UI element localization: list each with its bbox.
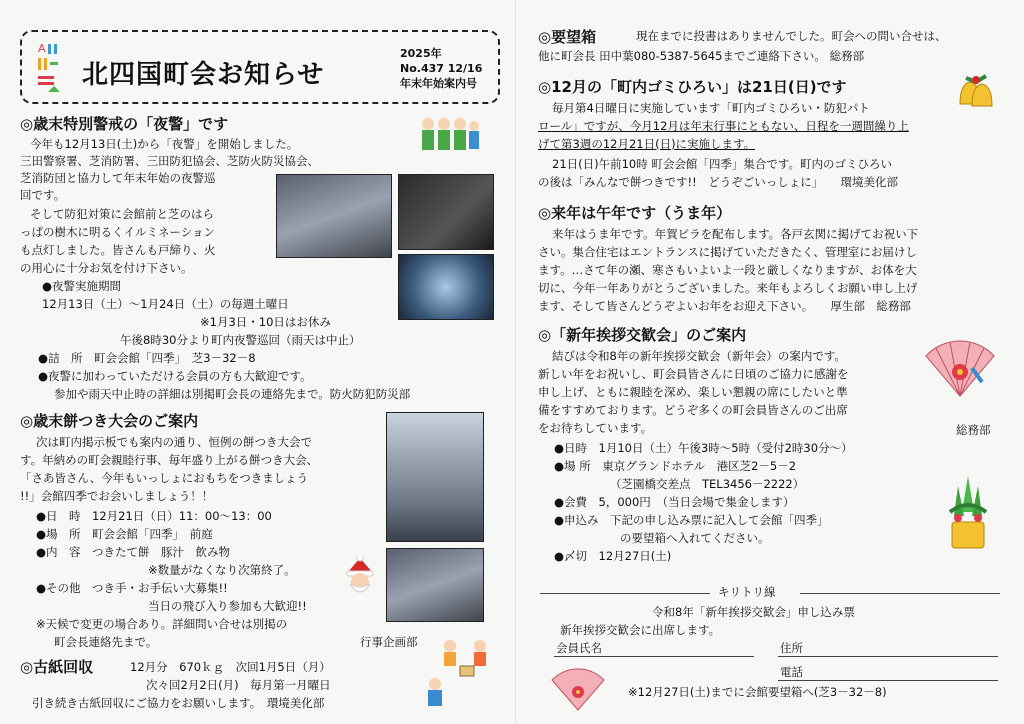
santa-icon [340,556,380,598]
yakei-volunteer: ●夜警に加わっていただける会員の方も大歓迎です。 [38,369,312,383]
yakei-contact: 参加や雨天中止時の詳細は別掲町会長の連絡先まで。防火防犯防災部 [54,387,411,401]
mochi-walkin: 当日の飛び入り参加も大歓迎!! [148,599,307,613]
shinnen-apply: ●申込み 下記の申し込み票に記入して会館「四季」 [554,513,829,527]
uma-line-2: さい。集合住宅はエントランスに掲げていただきたく、管理室にお届けし [538,245,917,259]
shinnen-deadline: ●〆切 12月27日(土) [554,549,672,563]
form-deadline-note: ※12月27日(土)までに会館要望箱へ(芝3－32－8) [628,685,887,699]
mochi-contact-note: 町会長連絡先まで。 [54,635,158,649]
mochi-line-1: 次は町内掲示板でも案内の通り、恒例の餅つき大会で [36,435,312,449]
logo-icon [34,40,62,96]
yakei-line-5: そして防犯対策に会館前と芝のはら [30,207,214,221]
yakei-line-7: も点灯しました。皆さんも戸締り、火 [20,243,216,257]
gomi-line-5: の後は「みんなで餅つきです!! どうぞごいっしょに」 環境美化部 [538,175,898,189]
mochi-line-2: す。年納めの町会親睦行事、毎年盛り上がる餅つき大会、 [20,453,319,467]
uma-line-3: ます。…さて年の瀬、寒さもいよいよ一段と厳しくなりますが、お体を大 [538,263,917,277]
cut-line-right [800,593,1000,594]
yakei-period-label: ●夜警実施期間 [42,279,122,293]
yakei-holiday-note: ※1月3日・10日はお休み [200,315,331,329]
form-address-field[interactable] [778,656,998,657]
uma-line-5: ます、そして皆さんどうぞよいお年をお迎え下さい。 厚生部 総務部 [538,299,911,313]
mochi-datetime: ●日 時 12月21日（日）11：00～13：00 [36,509,272,523]
form-phone-label: 電話 [780,665,803,679]
yakei-heading: ◎歳末特別警戒の「夜警」です [20,115,229,133]
patrol-group-photo [276,174,392,258]
yakei-time-note: 午後8時30分より町内夜警巡回（雨天は中止） [120,333,361,347]
shinnen-datetime: ●日時 1月10日（土）午後3時～5時（受付2時30分～） [554,441,853,455]
bell-icon [950,70,1000,114]
issue-subtitle: 年末年始案内号 [400,77,477,90]
shinnen-fee: ●会費 5，000円 （当日会場で集金します） [554,495,795,509]
youbou-heading: ◎要望箱 [538,28,597,46]
uma-heading: ◎来年は午年です（うま年） [538,204,732,222]
mochi-event-photo-1 [386,412,484,542]
town-logo-mark [34,40,62,96]
mochi-helpers: ●その他 つき手・お手伝い大募集!! [36,581,228,595]
mochi-content: ●内 容 つきたて餅 豚汁 飲み物 [36,545,231,559]
gomi-line-4: 21日(日)午前10時 町会会館「四季」集合です。町内のゴミひろい [552,157,892,171]
mochi-weather-note: ※天候で変更の場合あり。詳細問い合せは別掲の [36,617,288,631]
mochi-line-4: !!」会館四季でお会いしましょう！！ [20,489,214,503]
mochi-line-3: 「さあ皆さん、今年もいっしょにおもちをつきましょう [20,471,309,485]
gomi-line-3: げて第3週の12月21日(日)に実施します。 [538,137,756,151]
cut-line-label: キリトリ線 [718,585,776,599]
yakei-period-dates: 12月13日（土）～1月24日（土）の毎週土曜日 [42,297,289,311]
uma-line-4: 切に、今年一年ありがとうございました。来年もよろしくお願い申し上げ [538,281,918,295]
mochi-limit-note: ※数量がなくなり次第終了。 [148,563,296,577]
gomi-line-2: ロール」ですが、今月12月は年末行事にともない、日程を一週間繰り上 [538,119,909,133]
form-name-label: 会員氏名 [556,641,602,655]
shinnen-line-4: 備をすすめております。どうぞ多くの町会員皆さんのご出席 [538,403,848,417]
small-fan-icon [548,664,608,714]
newsletter-title: 北四国町会お知らせ [82,60,325,90]
koshi-next: 次々回2月2日(月) 毎月第一月曜日 [146,678,331,692]
form-attend: 新年挨拶交歓会に出席します。 [560,623,721,637]
form-title: 令和8年「新年挨拶交歓会」申し込み票 [652,605,855,619]
shinnen-dept: 総務部 [956,423,991,437]
kid-icon [420,676,450,716]
shinnen-line-2: 新しい年をお祝いし、町会員皆さんに日頃のご協力に感謝を [538,367,849,381]
form-address-label: 住所 [780,641,803,655]
form-phone-field[interactable] [778,680,998,681]
shinnen-heading: ◎「新年挨拶交歓会」のご案内 [538,326,747,344]
koshi-amount: 12月分 670ｋｇ 次回1月5日（月） [130,660,331,674]
shinnen-place: ●場 所 東京グランドホテル 港区芝2－5－2 [554,459,797,473]
shinnen-apply-detail: の要望箱へ入れてください。 [620,531,770,545]
illumination-photo-1 [398,174,494,250]
shinnen-line-5: をお待ちしています。 [538,421,653,435]
shinnen-place-detail: （芝園橋交差点 TEL3456－2222） [610,477,805,491]
svg-text:A: A [38,42,46,55]
yakei-line-2: 三田警察署、芝消防署、三田防犯協会、芝防火防災協会、 [20,154,319,168]
mochi-heading: ◎歳末餅つき大会のご案内 [20,412,199,430]
issue-year: 2025年 [400,47,442,60]
folding-fan-icon [922,338,998,400]
issue-number: No.437 12/16 [400,62,483,75]
youbou-line-2: 他に町会長 田中葉080-5387-5645までご連絡下さい。 総務部 [538,49,865,63]
shinnen-line-3: 申し上げ、ともに親睦を深め、楽しい懇親の席にしたいと準 [538,385,848,399]
cut-line-left [540,593,710,594]
mochi-place: ●場 所 町会会館「四季」 前庭 [36,527,213,541]
gomi-line-1: 毎月第4日曜日に実施しています「町内ゴミひろい・防犯パト [552,101,870,115]
form-name-field[interactable] [554,656,754,657]
koshi-heading: ◎古紙回収 [20,658,94,676]
mochi-dept: 行事企画部 [360,635,418,649]
youbou-line-1: 現在までに投書はありませんでした。町会への問い合せは、 [636,29,947,43]
masthead [20,30,500,104]
yakei-line-8: の用心に十分お気を付け下さい。 [20,261,193,275]
yakei-station: ●詰 所 町会会館「四季」 芝3－32－8 [38,351,256,365]
kadomatsu-icon [942,472,994,554]
patrol-people-illustration [418,114,482,158]
uma-line-1: 来年はうま年です。年賀ビラを配布します。各戸玄関に掲げてお祝い下 [552,227,919,241]
issue-info [400,46,482,91]
mochi-event-photo-2 [386,548,484,622]
yakei-line-6: っぱの樹木に明るくイルミネーション [20,225,216,239]
illumination-photo-2 [398,254,494,320]
page-fold-divider [515,0,516,724]
gomi-heading: ◎12月の「町内ゴミひろい」は21日(日)です [538,78,847,96]
yakei-line-3: 芝消防団と協力して年末年始の夜警巡 [20,171,216,185]
yakei-line-1: 今年も12月13日(土)から「夜警」を開始しました。 [30,137,299,151]
shinnen-line-1: 結びは令和8年の新年挨拶交歓会（新年会）の案内です。 [552,349,846,363]
koshi-request: 引き続き古紙回収にご協力をお願いします。 環境美化部 [32,696,325,710]
yakei-line-4: 回です。 [20,188,66,202]
